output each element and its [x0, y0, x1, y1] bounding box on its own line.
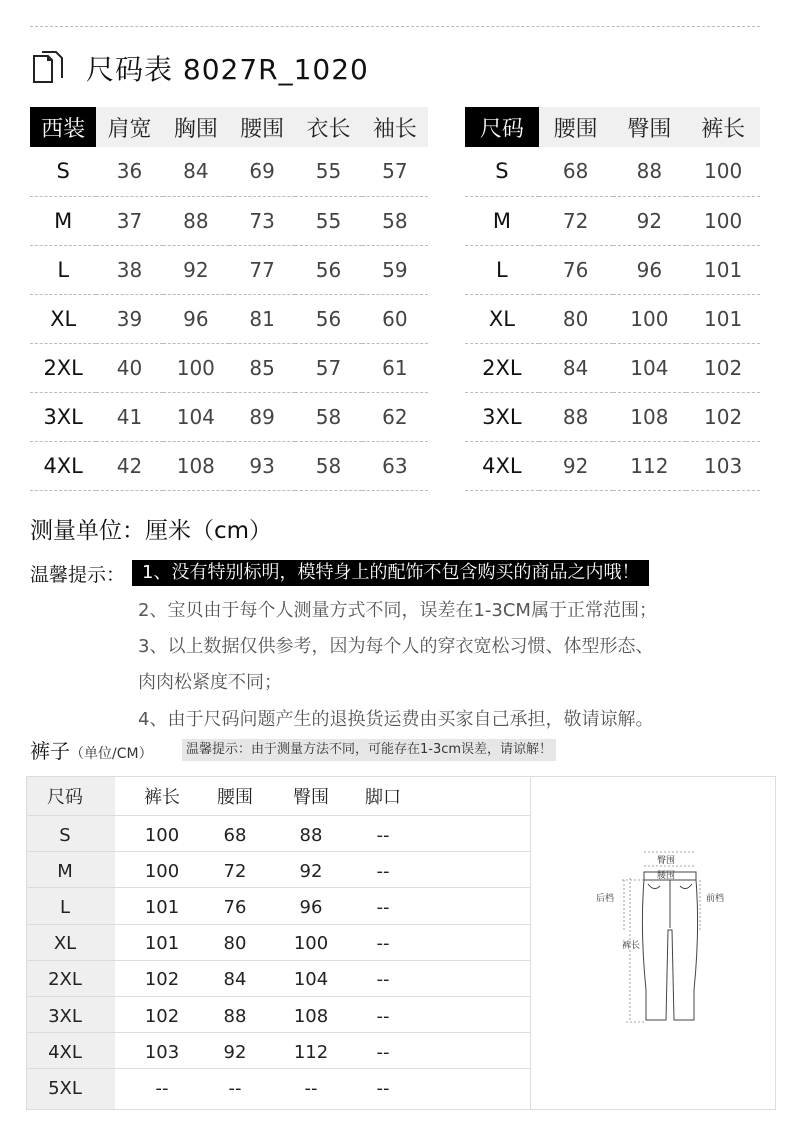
value-cell: 88 [163, 196, 229, 245]
column-header: 裤长 [686, 107, 760, 147]
column-header: 臀围 [293, 787, 329, 808]
size-cell: M [465, 196, 539, 245]
value-cell: -- [376, 824, 390, 846]
value-cell: -- [376, 896, 390, 918]
trousers-tip: 温馨提示：由于测量方法不同，可能存在1-3cm误差，请谅解！ [182, 739, 556, 761]
size-cell: 3XL [465, 392, 539, 441]
value-cell: 57 [362, 147, 428, 196]
value-cell: -- [376, 933, 390, 955]
value-cell: 36 [96, 147, 162, 196]
value-cell: -- [304, 1077, 318, 1099]
value-cell: 96 [163, 294, 229, 343]
value-cell: 88 [223, 1005, 247, 1027]
table-row [30, 294, 428, 343]
row-divider [27, 815, 530, 816]
value-cell: 108 [293, 1005, 329, 1027]
size-cell: XL [465, 294, 539, 343]
size-cell: 4XL [465, 441, 539, 490]
value-cell: 85 [229, 343, 295, 392]
top-dashed-divider [30, 26, 760, 27]
value-cell: 108 [613, 392, 687, 441]
value-cell: 103 [144, 1041, 180, 1063]
value-cell: 39 [96, 294, 162, 343]
value-cell: 57 [295, 343, 361, 392]
front-rise-label: 前档 [706, 894, 725, 904]
value-cell: 62 [362, 392, 428, 441]
value-cell: 93 [229, 441, 295, 490]
value-cell: 42 [96, 441, 162, 490]
row-divider [27, 924, 530, 925]
value-cell: 58 [362, 196, 428, 245]
value-cell: 101 [686, 294, 760, 343]
row-divider [27, 887, 530, 888]
back-rise-label: 后档 [596, 894, 615, 904]
row-divider [27, 851, 530, 852]
row-divider [27, 996, 530, 997]
page-title: 尺码表 8027R_1020 [86, 53, 369, 86]
column-header: 胸围 [163, 107, 229, 147]
value-cell: 100 [686, 196, 760, 245]
size-cell: 3XL [30, 392, 96, 441]
size-cell: XL [53, 933, 77, 955]
size-cell: 2XL [30, 343, 96, 392]
table-row [30, 441, 428, 490]
size-cell: S [59, 824, 71, 846]
table-row [30, 392, 428, 441]
value-cell: 84 [539, 343, 613, 392]
row-divider [27, 1032, 530, 1033]
table-row [465, 441, 760, 490]
value-cell: 76 [539, 245, 613, 294]
value-cell: 100 [163, 343, 229, 392]
row-divider [27, 960, 530, 961]
table-row [465, 392, 760, 441]
suit-size-table [30, 107, 428, 491]
size-cell: L [465, 245, 539, 294]
value-cell: -- [228, 1077, 242, 1099]
table-row [465, 245, 760, 294]
value-cell: 68 [539, 147, 613, 196]
value-cell: 92 [163, 245, 229, 294]
row-divider [27, 1068, 530, 1069]
size-cell: XL [30, 294, 96, 343]
value-cell: 102 [144, 1005, 180, 1027]
value-cell: 92 [299, 860, 323, 882]
table-row [27, 853, 530, 889]
value-cell: -- [155, 1077, 169, 1099]
size-cell: 4XL [30, 441, 96, 490]
value-cell: 60 [362, 294, 428, 343]
table-row [465, 343, 760, 392]
value-cell: 72 [223, 860, 247, 882]
size-cell: S [30, 147, 96, 196]
value-cell: 104 [163, 392, 229, 441]
table-row [30, 147, 428, 196]
size-cell: 2XL [48, 969, 82, 991]
value-cell: 88 [299, 824, 323, 846]
value-cell: 112 [293, 1041, 329, 1063]
length-label: 裤长 [622, 941, 641, 951]
value-cell: 101 [686, 245, 760, 294]
column-header: 腰围 [229, 107, 295, 147]
value-cell: -- [376, 969, 390, 991]
value-cell: 96 [613, 245, 687, 294]
value-cell: 92 [223, 1041, 247, 1063]
value-cell: 63 [362, 441, 428, 490]
table-row [465, 196, 760, 245]
value-cell: 102 [686, 343, 760, 392]
value-cell: 80 [539, 294, 613, 343]
value-cell: 38 [96, 245, 162, 294]
value-cell: 41 [96, 392, 162, 441]
table-row [27, 889, 530, 925]
value-cell: 108 [163, 441, 229, 490]
value-cell: -- [376, 1005, 390, 1027]
trousers-unit: （单位/CM） [70, 746, 153, 762]
table-row [27, 1070, 530, 1106]
value-cell: 73 [229, 196, 295, 245]
value-cell: 56 [295, 245, 361, 294]
value-cell: 104 [293, 969, 329, 991]
value-cell: 100 [686, 147, 760, 196]
column-header: 裤长 [144, 787, 180, 808]
column-header: 衣长 [295, 107, 361, 147]
value-cell: 100 [144, 860, 180, 882]
size-cell: M [57, 860, 73, 882]
value-cell: -- [376, 1041, 390, 1063]
table-row [465, 147, 760, 196]
value-cell: -- [376, 1077, 390, 1099]
grid-header-row [27, 777, 530, 815]
waist-label: 腰围 [657, 871, 676, 881]
document-icon [30, 50, 66, 86]
table-row [27, 998, 530, 1034]
table-row [30, 196, 428, 245]
page-header [30, 46, 369, 90]
trousers-title-text: 裤子 [30, 739, 70, 763]
tip-item: 3、以上数据仅供参考，因为每个人的穿衣宽松习惯、体型形态、 [138, 636, 654, 657]
value-cell: 101 [144, 933, 180, 955]
value-cell: 59 [362, 245, 428, 294]
column-header: 脚口 [365, 787, 401, 808]
value-cell: 103 [686, 441, 760, 490]
trousers-measure-diagram [560, 830, 760, 1030]
value-cell: 76 [223, 896, 247, 918]
value-cell: 88 [539, 392, 613, 441]
value-cell: 100 [613, 294, 687, 343]
value-cell: 56 [295, 294, 361, 343]
value-cell: 100 [293, 933, 329, 955]
value-cell: 88 [613, 147, 687, 196]
tip-item: 4、由于尺码问题产生的退换货运费由买家自己承担，敬请谅解。 [138, 709, 654, 730]
table-row [27, 1034, 530, 1070]
size-cell: S [465, 147, 539, 196]
column-header: 尺码 [465, 107, 539, 147]
table-row [27, 962, 530, 998]
size-cell: 5XL [48, 1077, 82, 1099]
value-cell: 104 [613, 343, 687, 392]
size-cell: L [59, 896, 71, 918]
hip-label: 臀围 [657, 856, 676, 866]
value-cell: 92 [613, 196, 687, 245]
value-cell: 112 [613, 441, 687, 490]
value-cell: 80 [223, 933, 247, 955]
value-cell: 102 [144, 969, 180, 991]
grid-divider [530, 777, 531, 1109]
trousers-title [30, 735, 153, 764]
value-cell: 72 [539, 196, 613, 245]
table-row [30, 245, 428, 294]
tip-item: 肉肉松紧度不同； [138, 672, 282, 693]
size-cell: 3XL [48, 1005, 82, 1027]
size-cell: 4XL [48, 1041, 82, 1063]
value-cell: 61 [362, 343, 428, 392]
value-cell: 84 [223, 969, 247, 991]
column-header: 腰围 [539, 107, 613, 147]
table-row [27, 926, 530, 962]
value-cell: 100 [144, 824, 180, 846]
value-cell: 96 [299, 896, 323, 918]
tip-item: 2、宝贝由于每个人测量方式不同，误差在1-3CM属于正常范围； [138, 600, 657, 621]
value-cell: 68 [223, 824, 247, 846]
column-header: 西装 [30, 107, 96, 147]
tips-label: 温馨提示： [30, 564, 126, 586]
value-cell: 101 [144, 896, 180, 918]
column-header: 尺码 [47, 787, 83, 808]
value-cell: 102 [686, 392, 760, 441]
table-row [30, 343, 428, 392]
value-cell: 92 [539, 441, 613, 490]
value-cell: 37 [96, 196, 162, 245]
value-cell: -- [376, 860, 390, 882]
value-cell: 77 [229, 245, 295, 294]
value-cell: 84 [163, 147, 229, 196]
column-header: 腰围 [217, 787, 253, 808]
value-cell: 40 [96, 343, 162, 392]
value-cell: 69 [229, 147, 295, 196]
value-cell: 55 [295, 196, 361, 245]
value-cell: 58 [295, 441, 361, 490]
column-header: 肩宽 [96, 107, 162, 147]
tip-highlight: 1、没有特别标明，模特身上的配饰不包含购买的商品之内哦！ [132, 560, 649, 586]
value-cell: 58 [295, 392, 361, 441]
size-cell: M [30, 196, 96, 245]
value-cell: 81 [229, 294, 295, 343]
table-row [27, 817, 530, 853]
size-cell: 2XL [465, 343, 539, 392]
measurement-unit: 测量单位：厘米（cm） [30, 518, 273, 544]
pants-size-table [465, 107, 760, 491]
size-cell: L [30, 245, 96, 294]
column-header: 袖长 [362, 107, 428, 147]
column-header: 臀围 [613, 107, 687, 147]
table-row [465, 294, 760, 343]
value-cell: 55 [295, 147, 361, 196]
value-cell: 89 [229, 392, 295, 441]
